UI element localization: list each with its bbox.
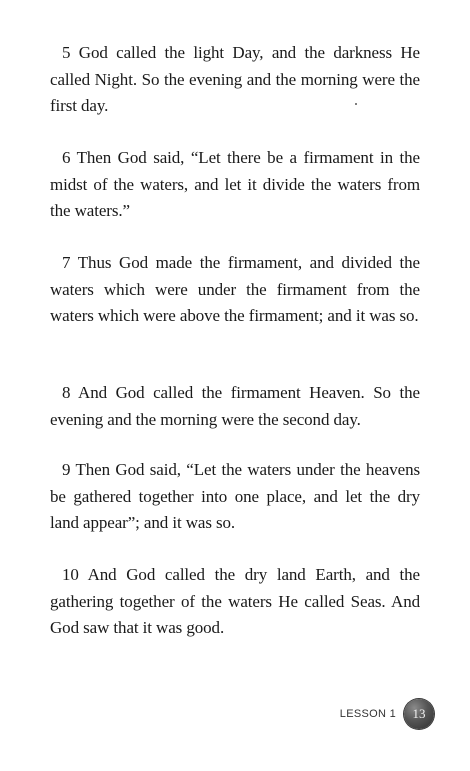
verse-5: 5 God called the light Day, and the darkness He called Night. So the evening and the morning were the first day.	[50, 43, 420, 115]
lesson-label: LESSON 1	[339, 708, 396, 720]
print-speck	[355, 103, 357, 105]
verse-8: 8 And God called the firmament Heaven. So the evening and the morning were the second day.	[50, 383, 420, 429]
verse-9: 9 Then God said, “Let the waters under the heavens be gathered together into one place, and let the dry land appear”; and it was so.	[50, 460, 420, 532]
verse-6: 6 Then God said, “Let there be a firmament in the midst of the waters, and let it divide the waters from the waters.”	[50, 148, 420, 220]
page-number-badge	[404, 699, 434, 729]
page-footer	[340, 697, 434, 731]
verse-7: 7 Thus God made the firmament, and divided the waters which were under the firmament from the waters which were above the firmament; and it was so.	[50, 253, 420, 325]
verse-10: 10 And God called the dry land Earth, and the gathering together of the waters He called Seas. And God saw that it was good.	[50, 565, 420, 637]
page-number: 13	[412, 706, 426, 721]
